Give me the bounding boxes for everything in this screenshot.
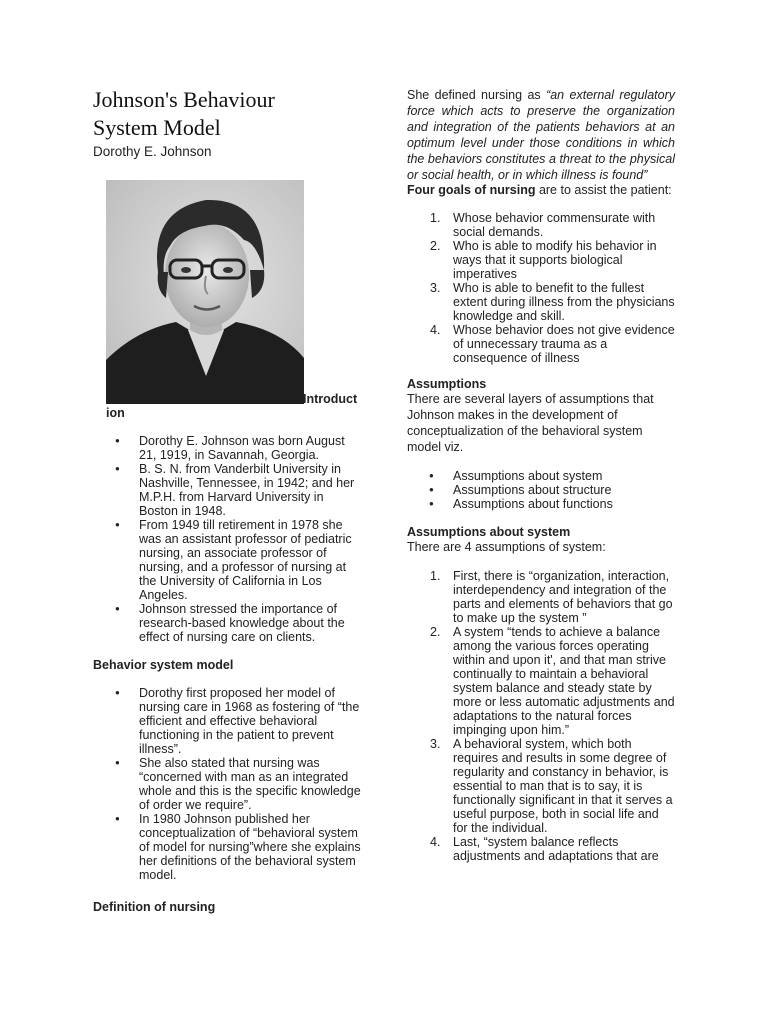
list-number: 2. <box>430 625 441 639</box>
introduction-heading-part-1: Introduct <box>303 392 358 406</box>
definition-quote: “an external regulatory force which acts to preserve the organization and integration of the patients behaviors at an optimum level under those conditions in which the behaviors constitutes a threat to the physical or social health, or in which illness is found” <box>407 88 675 182</box>
list-item: ● Assumptions about structure <box>407 483 675 497</box>
list-number: 2. <box>430 239 441 253</box>
list-item <box>407 211 675 239</box>
definition-lead: She defined nursing as <box>407 88 547 102</box>
list-text: Last, “system balance reflects adjustments and adaptations that are <box>453 835 659 863</box>
assumptions-system-heading: Assumptions about system <box>407 525 571 539</box>
assumptions-list <box>407 469 675 511</box>
list-text: A behavioral system, which both requires and results in some degree of regularity and constancy in behavior, is essential to man that is to say, it is functionally significant in that it serves a useful purpose, both in social life and for the individual. <box>453 737 673 835</box>
portrait-illustration <box>106 180 304 404</box>
list-item: ● She also stated that nursing was “concerned with man as an integrated whole and this is the specific knowledge of order we require”. <box>93 756 363 812</box>
author-name: Dorothy E. Johnson <box>93 144 212 159</box>
list-number: 4. <box>430 323 441 337</box>
list-text: First, there is “organization, interaction, interdependency and integration of the parts and elements of behaviors that go to make up the system ” <box>453 569 673 625</box>
goals-intro <box>407 183 675 197</box>
list-item <box>407 569 675 625</box>
list-item <box>407 323 675 365</box>
system-assumptions-list <box>407 569 675 863</box>
list-text: Who is able to benefit to the fullest extent during illness from the physicians knowledge and skill. <box>453 281 675 323</box>
title-line-1: Johnson's Behaviour <box>93 87 275 112</box>
list-item: ● Johnson stressed the importance of research-based knowledge about the effect of nursing care on clients. <box>93 602 363 644</box>
list-item <box>407 625 675 737</box>
nursing-definition <box>407 87 675 183</box>
list-item <box>407 737 675 835</box>
goals-rest: are to assist the patient: <box>535 183 672 197</box>
list-text: A system “tends to achieve a balance among the various forces operating within and upon it', and that man strive continually to maintain a behavioral system balance and steady state by more or less automatic adjustments and adaptations to the natural forces impinging upon him.” <box>453 625 675 737</box>
introduction-list <box>93 434 363 644</box>
list-item <box>407 281 675 323</box>
list-item: ● In 1980 Johnson published her conceptualization of “behavioral system of model for nursing”where she explains her definitions of the behavioral system model. <box>93 812 363 882</box>
list-number: 1. <box>430 211 441 225</box>
portrait-row <box>106 180 363 404</box>
behavior-system-list <box>93 686 363 882</box>
right-column <box>407 86 675 863</box>
list-number: 4. <box>430 835 441 849</box>
list-text: Who is able to modify his behavior in ways that it supports biological imperatives <box>453 239 657 281</box>
list-text: Whose behavior commensurate with social demands. <box>453 211 656 239</box>
document-title <box>93 86 363 142</box>
portrait-photo <box>106 180 304 404</box>
behavior-system-heading: Behavior system model <box>93 658 234 672</box>
list-item: ● B. S. N. from Vanderbilt University in Nashville, Tennessee, in 1942; and her M.P.H. from Harvard University in Boston in 1948. <box>93 462 363 518</box>
list-item: ● Dorothy E. Johnson was born August 21, 1919, in Savannah, Georgia. <box>93 434 363 462</box>
list-text: Whose behavior does not give evidence of unnecessary trauma as a consequence of illness <box>453 323 675 365</box>
list-number: 1. <box>430 569 441 583</box>
definition-heading: Definition of nursing <box>93 900 216 914</box>
left-column <box>93 86 363 914</box>
list-number: 3. <box>430 281 441 295</box>
assumptions-heading: Assumptions <box>407 377 487 391</box>
list-item: ● Dorothy first proposed her model of nursing care in 1968 as fostering of “the efficient and effective behavioral functioning in the patient to prevent illness”. <box>93 686 363 756</box>
assumptions-system-paragraph: There are 4 assumptions of system: <box>407 540 606 554</box>
list-number: 3. <box>430 737 441 751</box>
introduction-heading-part-2: ion <box>106 406 125 420</box>
goals-bold: Four goals of nursing <box>407 183 536 197</box>
title-line-2: System Model <box>93 115 221 140</box>
assumptions-paragraph: There are several layers of assumptions that Johnson makes in the development of conceptualization of the behavioral system model viz. <box>407 392 654 454</box>
goals-list <box>407 211 675 365</box>
list-item <box>407 239 675 281</box>
list-item: ● Assumptions about system <box>407 469 675 483</box>
list-item: ● Assumptions about functions <box>407 497 675 511</box>
list-item: ● From 1949 till retirement in 1978 she was an assistant professor of pediatric nursing, an associate professor of nursing, and a professor of nursing at the University of California in Los Angeles. <box>93 518 363 602</box>
list-item <box>407 835 675 863</box>
